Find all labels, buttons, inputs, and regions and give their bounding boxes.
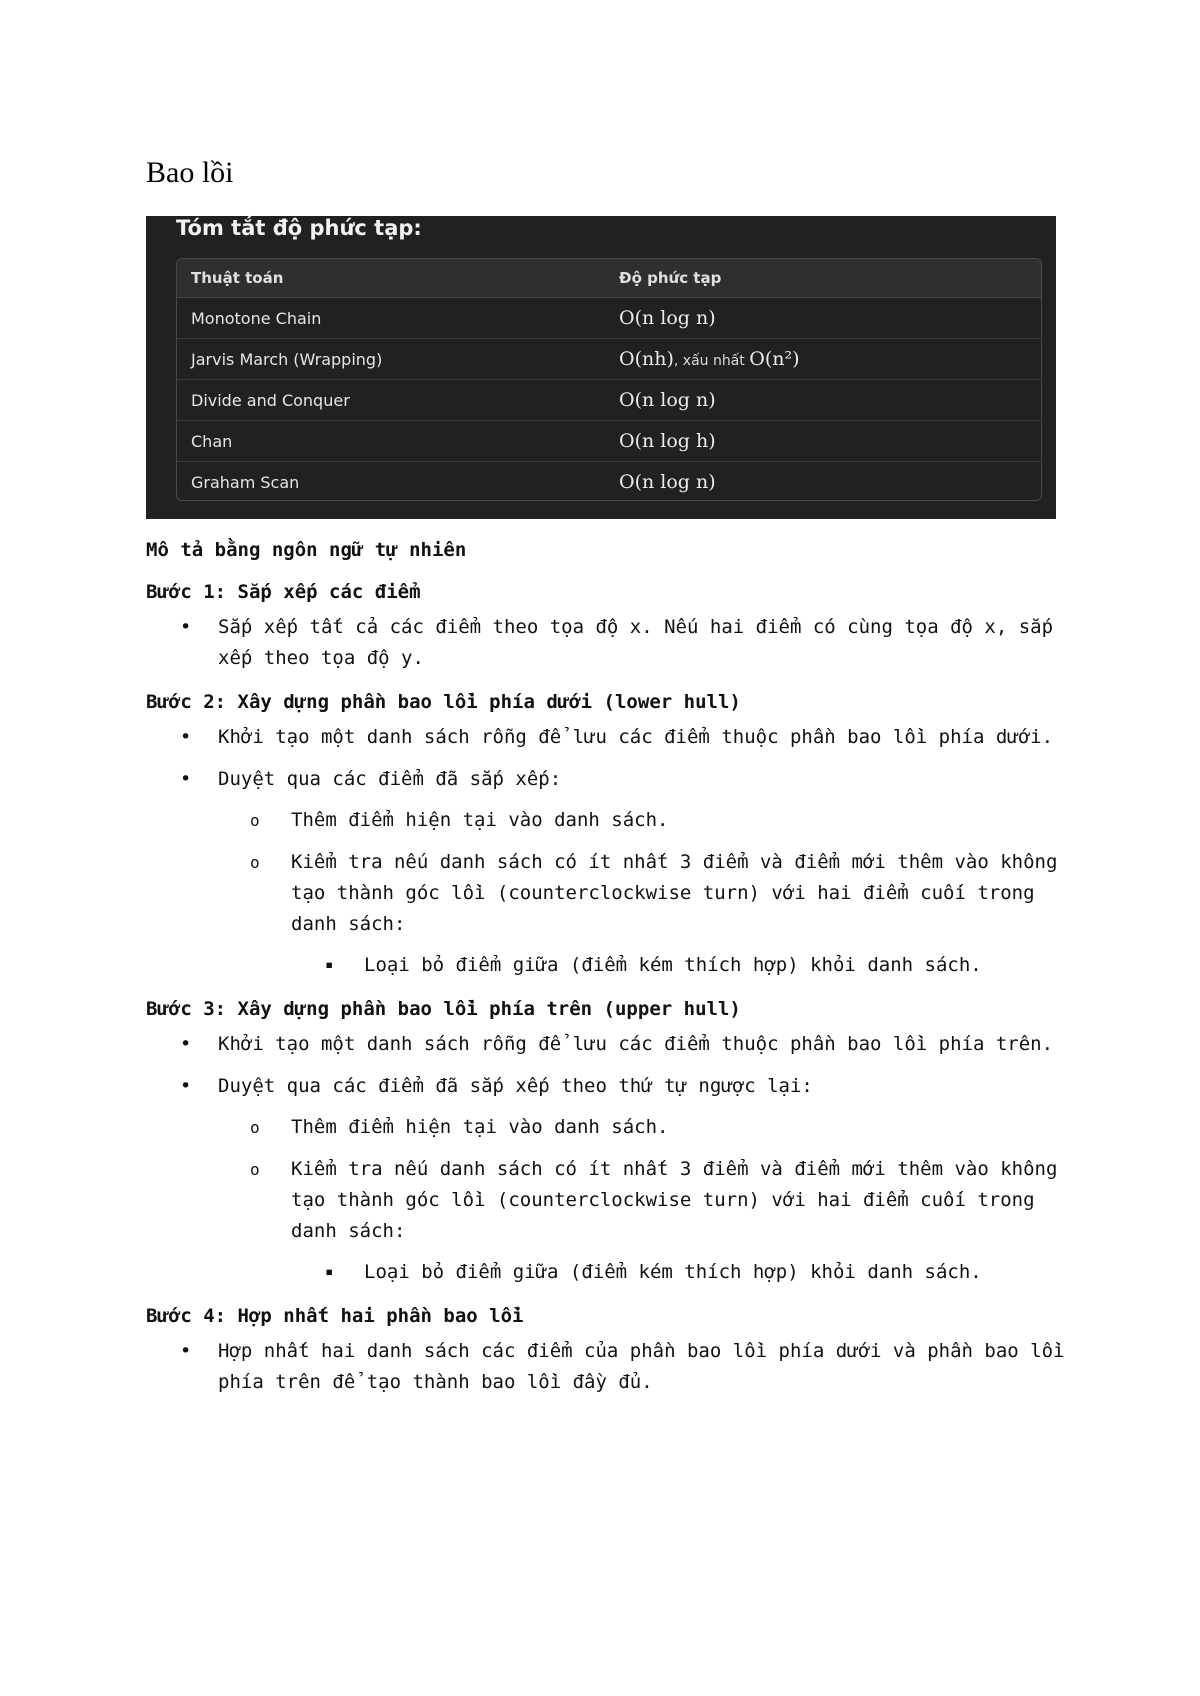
sub-list-item-text: Kiểm tra nếu danh sách có ít nhất 3 điểm và điểm mới thêm vào không tạo thành góc lồi (counterclockwise turn) với hai điểm cuối trong danh sách: [291, 851, 1058, 935]
complexity-formula: O(n log n) [619, 471, 716, 493]
sub-list-item-text: Thêm điểm hiện tại vào danh sách. [291, 809, 669, 831]
complexity-cell [605, 380, 1041, 421]
step-4-title: Bước 4: Hợp nhất hai phần bao lồi [146, 1305, 524, 1327]
complexity-note: , xấu nhất [673, 353, 750, 369]
complexity-formula: O(n log n) [619, 389, 716, 411]
table-row [177, 421, 1041, 462]
sub-sub-list-item [291, 950, 1066, 981]
list-item-text: Hợp nhất hai danh sách các điểm của phần bao lồi phía dưới và phần bao lồi phía trên để tạo thành bao lồi đầy đủ. [218, 1340, 1065, 1393]
algorithm-cell: Divide and Conquer [177, 380, 605, 421]
bullet-icon: • [180, 768, 192, 790]
step-2-title: Bước 2: Xây dựng phần bao lồi phía dưới (lower hull) [146, 691, 741, 713]
table-row [177, 298, 1041, 339]
circle-bullet-icon: o [250, 1118, 260, 1137]
complexity-table [177, 259, 1041, 501]
list-item [146, 1029, 1066, 1060]
step-2-subsublist [291, 950, 1066, 981]
column-header-complexity: Độ phức tạp [605, 259, 1041, 298]
list-item-text: Khởi tạo một danh sách rỗng để lưu các điểm thuộc phần bao lồi phía trên. [218, 1033, 1054, 1055]
sub-list-item [218, 805, 1066, 836]
step-3-sublist [218, 1112, 1066, 1288]
column-header-algorithm: Thuật toán [177, 259, 605, 298]
list-item [146, 722, 1066, 753]
table-row [177, 462, 1041, 502]
list-item-text: Sắp xếp tất cả các điểm theo tọa độ x. Nếu hai điểm có cùng tọa độ x, sắp xếp theo tọa độ y. [218, 616, 1054, 669]
step-1-list [146, 612, 1066, 674]
circle-bullet-icon: o [250, 853, 260, 872]
page-title: Bao lồi [146, 156, 234, 189]
algorithm-cell: Chan [177, 421, 605, 462]
step-2-list [146, 722, 1066, 981]
list-item [146, 1336, 1066, 1398]
step-3-subsublist [291, 1257, 1066, 1288]
sub-list-item [218, 1154, 1066, 1288]
complexity-formula: O(nh) [619, 348, 674, 370]
list-item [146, 764, 1066, 981]
square-bullet-icon: ▪ [325, 957, 334, 973]
sub-list-item [218, 847, 1066, 981]
step-2-sublist [218, 805, 1066, 981]
table-row [177, 339, 1041, 380]
complexity-cell [605, 298, 1041, 339]
square-bullet-icon: ▪ [325, 1264, 334, 1280]
list-item-text: Khởi tạo một danh sách rỗng để lưu các điểm thuộc phần bao lồi phía dưới. [218, 726, 1054, 748]
algorithm-cell: Graham Scan [191, 472, 300, 492]
complexity-cell [605, 421, 1041, 462]
complexity-table-container [176, 258, 1042, 501]
complexity-summary-image [146, 216, 1056, 519]
description-section [146, 536, 1066, 1409]
bullet-icon: • [180, 1340, 192, 1362]
circle-bullet-icon: o [250, 1160, 260, 1179]
list-item [146, 612, 1066, 674]
complexity-formula: O(n log h) [619, 430, 716, 452]
sub-sub-list-item-text: Loại bỏ điểm giữa (điểm kém thích hợp) khỏi danh sách. [364, 954, 982, 976]
sub-sub-list-item-text: Loại bỏ điểm giữa (điểm kém thích hợp) khỏi danh sách. [364, 1261, 982, 1283]
summary-heading: Tóm tắt độ phức tạp: [176, 216, 422, 240]
step-4-list [146, 1336, 1066, 1398]
complexity-cell [605, 339, 1041, 380]
bullet-icon: • [180, 726, 192, 748]
table-row [177, 380, 1041, 421]
list-item-text: Duyệt qua các điểm đã sắp xếp theo thứ tự ngược lại: [218, 1075, 813, 1097]
complexity-cell [605, 462, 1041, 502]
table-header-row [177, 259, 1041, 298]
bullet-icon: • [180, 1075, 192, 1097]
bullet-icon: • [180, 616, 192, 638]
complexity-worst-formula: O(n²) [749, 348, 800, 370]
algorithm-cell: Jarvis March (Wrapping) [177, 339, 605, 380]
description-heading: Mô tả bằng ngôn ngữ tự nhiên [146, 539, 467, 561]
sub-list-item-text: Thêm điểm hiện tại vào danh sách. [291, 1116, 669, 1138]
step-3-list [146, 1029, 1066, 1288]
algorithm-cell: Monotone Chain [177, 298, 605, 339]
list-item [146, 1071, 1066, 1288]
bullet-icon: • [180, 1033, 192, 1055]
complexity-formula: O(n log n) [619, 307, 716, 329]
step-3-title: Bước 3: Xây dựng phần bao lồi phía trên (upper hull) [146, 998, 741, 1020]
sub-sub-list-item [291, 1257, 1066, 1288]
circle-bullet-icon: o [250, 811, 260, 830]
sub-list-item [218, 1112, 1066, 1143]
list-item-text: Duyệt qua các điểm đã sắp xếp: [218, 768, 562, 790]
sub-list-item-text: Kiểm tra nếu danh sách có ít nhất 3 điểm và điểm mới thêm vào không tạo thành góc lồi (counterclockwise turn) với hai điểm cuối trong danh sách: [291, 1158, 1058, 1242]
step-1-title: Bước 1: Sắp xếp các điểm [146, 581, 421, 603]
